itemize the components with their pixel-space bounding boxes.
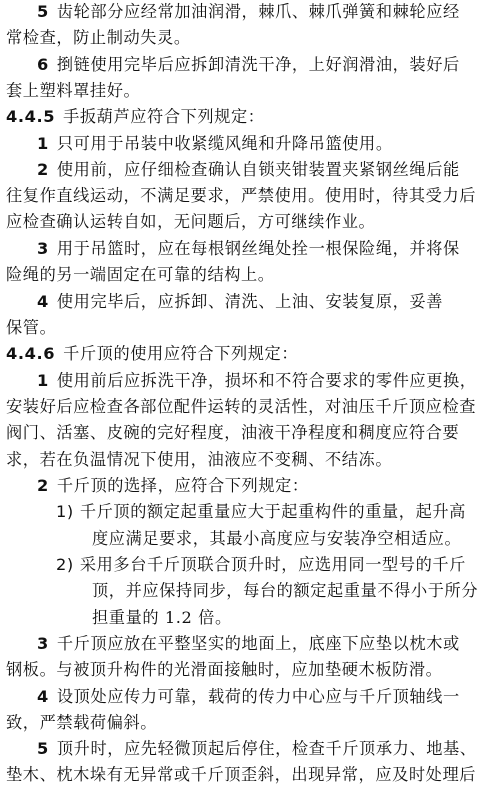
text-line: 阀门、活塞、皮碗的完好程度，油液干净程度和稠度应符合要 [6, 423, 460, 442]
clause-heading: 4.4.5 手扳葫芦应符合下列规定： [6, 107, 265, 126]
sub-item-line: 2) 采用多台千斤顶联合顶升时，应选用同一型号的千斤 [56, 555, 466, 574]
text-line: 6 捯链使用完毕后应拆卸清洗干净，上好润滑油，装好后 [37, 55, 460, 74]
text-line: 5 顶升时，应先轻微顶起后停住，检查千斤顶承力、地基、 [37, 739, 477, 758]
text-line: 求，若在负温情况下使用，油液应不变稠、不结冻。 [6, 450, 393, 469]
sub-item-line: 度应满足要求，其最小高度应与安装净空相适应。 [92, 529, 462, 548]
clause-heading: 4.4.6 千斤顶的使用应符合下列规定： [6, 344, 299, 363]
text-line: 往复作直线运动，不满足要求，严禁使用。使用时，待其受力后 [6, 186, 477, 205]
text-line: 1 使用前后应拆洗干净，损坏和不符合要求的零件应更换， [37, 371, 477, 390]
text-line: 套上塑料罩挂好。 [6, 81, 141, 100]
text-line: 常检查，防止制动失灵。 [6, 28, 191, 47]
text-line: 1 只可用于吊装中收紧缆风绳和升降吊篮使用。 [37, 134, 393, 153]
text-line: 保管。 [6, 318, 57, 337]
text-line: 4 使用完毕后，应拆卸、清洗、上油、安装复原，妥善 [37, 292, 443, 311]
sub-item-line: 1) 千斤顶的额定起重量应大于起重构件的重量，起升高 [56, 502, 466, 521]
sub-item-line: 担重量的 1.2 倍。 [92, 608, 232, 627]
text-line: 2 千斤顶的选择，应符合下列规定： [37, 476, 309, 495]
text-line: 险绳的另一端固定在可靠的结构上。 [6, 265, 275, 284]
text-line: 4 设顶处应传力可靠，载荷的传力中心应与千斤顶轴线一 [37, 687, 460, 706]
text-line: 致，严禁载荷偏斜。 [6, 713, 158, 732]
text-line: 应检查确认运转自如，无问题后，方可继续作业。 [6, 212, 376, 231]
text-line: 安装好后应检查各部位配件运转的灵活性，对油压千斤顶应检查 [6, 397, 477, 416]
text-line: 3 千斤顶应放在平整坚实的地面上，底座下应垫以枕木或 [37, 634, 460, 653]
text-line: 钢板。与被顶升构件的光滑面接触时，应加垫硬木板防滑。 [6, 660, 443, 679]
sub-item-line: 顶，并应保持同步，每台的额定起重量不得小于所分 [92, 581, 479, 600]
text-line: 3 用于吊篮时，应在每根钢丝绳处拴一根保险绳，并将保 [37, 239, 460, 258]
text-line: 垫木、枕木垛有无异常或千斤顶歪斜，出现异常，应及时处理后 [6, 765, 477, 784]
text-line: 5 齿轮部分应经常加油润滑，棘爪、棘爪弹簧和棘轮应经 [37, 2, 460, 21]
text-line: 2 使用前，应仔细检查确认自锁夹钳装置夹紧钢丝绳后能 [37, 160, 460, 179]
